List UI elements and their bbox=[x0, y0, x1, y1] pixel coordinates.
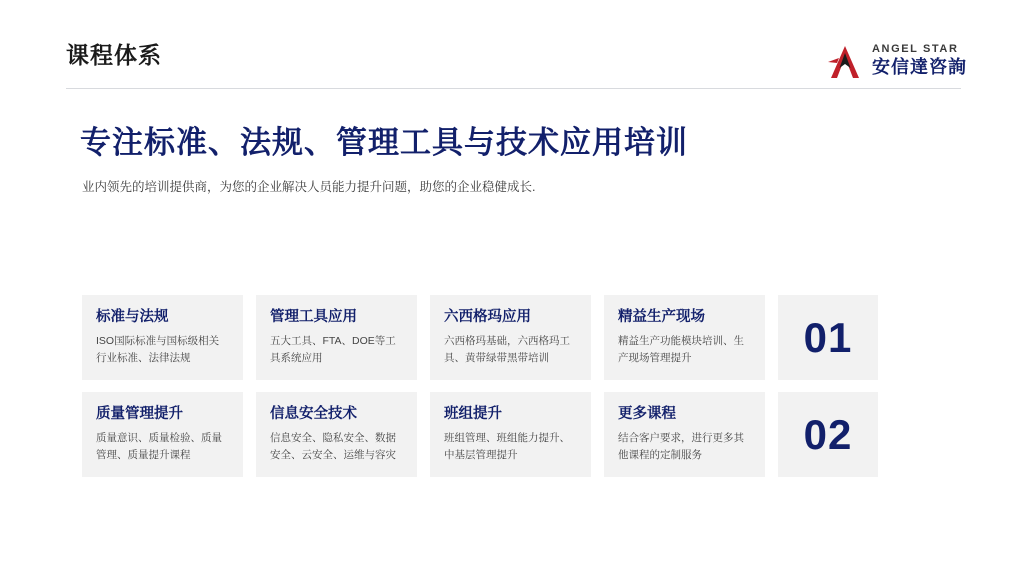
course-card-title: 标准与法规 bbox=[96, 309, 169, 325]
header-divider bbox=[66, 88, 961, 89]
course-card-title: 更多课程 bbox=[618, 406, 676, 422]
row-number-badge bbox=[778, 392, 878, 477]
hero-subtitle: 业内领先的培训提供商，为您的企业解决人员能力提升问题，助您的企业稳健成长. bbox=[82, 180, 536, 194]
course-card-title: 精益生产现场 bbox=[618, 309, 705, 325]
course-card-title: 六西格玛应用 bbox=[444, 309, 531, 325]
course-card[interactable] bbox=[82, 295, 243, 380]
angel-star-mark-icon bbox=[826, 44, 866, 82]
course-row-1 bbox=[82, 295, 942, 380]
course-card-desc: 质量意识、质量检验、质量管理、质量提升课程 bbox=[96, 432, 222, 461]
logo-en-name: ANGEL STAR bbox=[872, 43, 959, 55]
course-category-grid bbox=[82, 295, 942, 489]
course-card-title: 班组提升 bbox=[444, 406, 502, 422]
course-card-desc: ISO国际标准与国标级相关行业标准、法律法规 bbox=[96, 335, 220, 364]
course-card-desc: 精益生产功能模块培训、生产现场管理提升 bbox=[618, 335, 744, 364]
course-card[interactable] bbox=[604, 392, 765, 477]
page-title: 课程体系 bbox=[66, 42, 162, 68]
course-card[interactable] bbox=[256, 295, 417, 380]
course-card[interactable] bbox=[604, 295, 765, 380]
logo-text bbox=[872, 42, 976, 78]
company-logo bbox=[826, 42, 976, 84]
course-card[interactable] bbox=[256, 392, 417, 477]
course-card-desc: 信息安全、隐私安全、数据安全、云安全、运维与容灾 bbox=[270, 432, 396, 461]
logo-cn-name: 安信達咨詢 bbox=[872, 57, 967, 77]
course-card-desc: 结合客户要求，进行更多其他课程的定制服务 bbox=[618, 432, 744, 461]
course-card[interactable] bbox=[82, 392, 243, 477]
course-card-desc: 六西格玛基础，六西格玛工具、黄带绿带黑带培训 bbox=[444, 335, 570, 364]
row-number-value: 02 bbox=[803, 410, 853, 458]
course-row-2 bbox=[82, 392, 942, 477]
course-card-desc: 五大工具、FTA、DOE等工具系统应用 bbox=[270, 335, 396, 364]
course-card-title: 信息安全技术 bbox=[270, 406, 357, 422]
course-card-title: 质量管理提升 bbox=[96, 406, 183, 422]
hero-title: 专注标准、法规、管理工具与技术应用培训 bbox=[80, 125, 688, 160]
course-card[interactable] bbox=[430, 392, 591, 477]
course-card[interactable] bbox=[430, 295, 591, 380]
row-number-value: 01 bbox=[803, 313, 853, 361]
course-card-desc: 班组管理、班组能力提升、中基层管理提升 bbox=[444, 432, 570, 461]
row-number-badge bbox=[778, 295, 878, 380]
course-card-title: 管理工具应用 bbox=[270, 309, 357, 325]
